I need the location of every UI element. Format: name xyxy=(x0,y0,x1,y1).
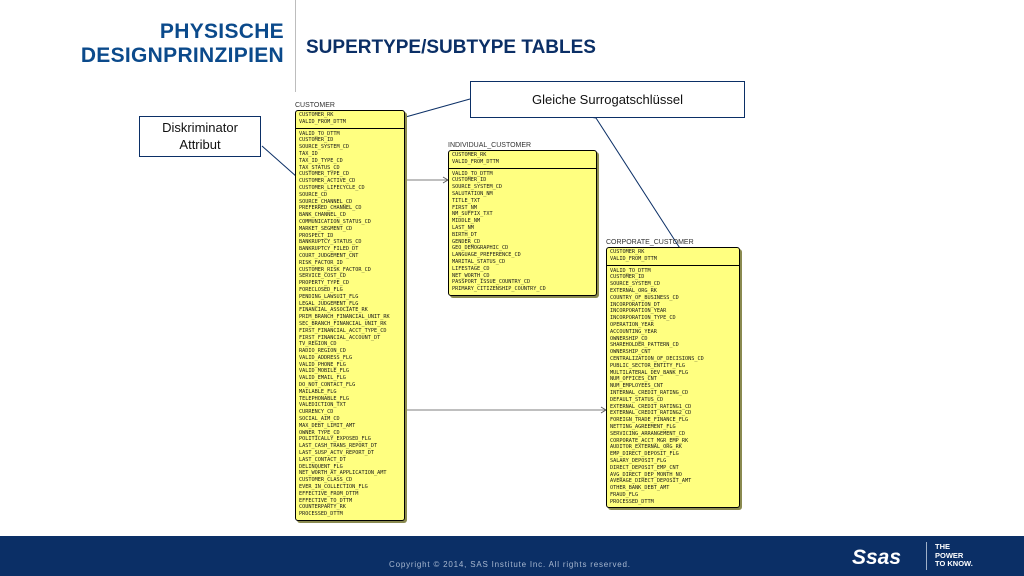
attribute-column: TAX_ID_TYPE_CD xyxy=(299,157,343,164)
attribute-column: SHAREHOLDER_PATTERN_CD xyxy=(610,342,679,349)
attribute-column: AUDITOR_EXTERNAL_ORG_RK xyxy=(610,444,682,451)
corporate-attribute-section xyxy=(607,266,739,508)
surrogate-pointer-corporate xyxy=(596,118,683,253)
logo-divider xyxy=(926,542,927,570)
copyright-text: Copyright © 2014, SAS Institute Inc. All rights reserved. xyxy=(389,560,631,569)
attribute-column: FIRST_FINANCIAL_ACCOUNT_DT xyxy=(299,334,381,341)
attribute-column: EXTERNAL_CREDIT_RATING1_CD xyxy=(610,403,692,410)
attribute-column: SOURCE_CD xyxy=(299,191,328,198)
attribute-column: DELINQUENT_FLG xyxy=(299,463,343,470)
attribute-column: EXTERNAL_ORG_RK xyxy=(610,287,657,294)
attribute-column: FIRST_FINANCIAL_ACCT_TYPE_CD xyxy=(299,327,387,334)
attribute-column: EFFECTIVE_TO_DTTM xyxy=(299,497,353,504)
attribute-column: ACCOUNTING_YEAR xyxy=(610,328,657,335)
attribute-column: COMMUNICATION_STATUS_CD xyxy=(299,218,371,225)
attribute-column: VALID_MOBILE_FLG xyxy=(299,368,349,375)
attribute-column: LAST_CASH_TRANS_REPORT_DT xyxy=(299,443,378,450)
attribute-column: PROPERTY_TYPE_CD xyxy=(299,280,349,287)
attribute-column: MULTILATERAL_DEV_BANK_FLG xyxy=(610,369,689,376)
tagline-line3: TO KNOW. xyxy=(935,559,973,568)
attribute-column: CUSTOMER_ACTIVE_CD xyxy=(299,178,356,185)
attribute-column: SALARY_DEPOSIT_FLG xyxy=(610,457,667,464)
surrogate-key-callout: Gleiche Surrogatschlüssel xyxy=(470,81,745,118)
attribute-column: PREFERRED_CHANNEL_CD xyxy=(299,205,362,212)
tagline-line2: POWER xyxy=(935,550,964,560)
pk-column: CUSTOMER_RK xyxy=(452,152,487,158)
customer-pk-section xyxy=(296,111,404,129)
customer-entity-name: CUSTOMER xyxy=(295,102,335,109)
surrogate-pointer-customer xyxy=(402,99,470,118)
attribute-column: MAILABLE_FLG xyxy=(299,388,337,395)
attribute-column: RADIO_REGION_CD xyxy=(299,348,346,355)
sas-logo: Ssas xyxy=(852,546,902,569)
attribute-column: BANK_CHANNEL_CD xyxy=(299,212,346,219)
pk-column: CUSTOMER_RK xyxy=(610,249,645,255)
attribute-column: BANKRUPTCY_STATUS_CD xyxy=(299,239,362,246)
customer-entity xyxy=(295,110,405,521)
discriminator-callout-line2: Attribut xyxy=(179,137,221,152)
attribute-column: DEFAULT_STATUS_CD xyxy=(610,396,664,403)
attribute-column: LEGAL_JUDGEMENT_FLG xyxy=(299,300,359,307)
attribute-column: CORPORATE_ACCT_MGR_EMP_RK xyxy=(610,437,689,444)
attribute-column: SOURCE_SYSTEM_CD xyxy=(299,144,349,151)
attribute-column: TAX_ID xyxy=(299,150,318,157)
attribute-column: VALID_ADDRESS_FLG xyxy=(299,354,353,361)
attribute-column: VALID_TO_DTTM xyxy=(610,267,651,274)
attribute-column: BIRTH_DT xyxy=(452,231,477,238)
attribute-column: PENDING_LAWSUIT_FLG xyxy=(299,293,359,300)
customer-attribute-section xyxy=(296,129,404,520)
attribute-column: BANKRUPTCY_FILED_DT xyxy=(299,246,359,253)
attribute-column: OTHER_BANK_DEBT_AMT xyxy=(610,485,670,492)
attribute-column: CURRENCY_CD xyxy=(299,409,334,416)
pk-column: VALID_FROM_DTTM xyxy=(610,255,657,262)
attribute-column: CUSTOMER_ID xyxy=(299,137,334,144)
attribute-column: DIRECT_DEPOSIT_EMP_CNT xyxy=(610,464,679,471)
attribute-column: SERVICING_ARRANGEMENT_CD xyxy=(610,430,685,437)
attribute-column: FINANCIAL_ASSOCIATE_RK xyxy=(299,307,368,314)
attribute-column: AVERAGE_DIRECT_DEPOSIT_AMT xyxy=(610,478,692,485)
attribute-column: SALUTATION_NM xyxy=(452,190,493,197)
attribute-column: EVER_IN_COLLECTION_FLG xyxy=(299,484,368,491)
attribute-column: LIFESTAGE_CD xyxy=(452,265,490,272)
attribute-column: OPERATION_YEAR xyxy=(610,321,654,328)
attribute-column: AVG_DIRECT_DEP_MONTH_NO xyxy=(610,471,682,478)
attribute-column: OWNER_TYPE_CD xyxy=(299,429,340,436)
attribute-column: FOREIGN_TRADE_FINANCE_FLG xyxy=(610,417,689,424)
attribute-column: TV_REGION_CD xyxy=(299,341,337,348)
attribute-column: CENTRALIZATION_OF_DECISIONS_CD xyxy=(610,355,704,362)
attribute-column: PROSPECT_ID xyxy=(299,232,334,239)
attribute-column: CUSTOMER_ID xyxy=(452,177,487,184)
attribute-column: NET_WORTH_CD xyxy=(452,272,490,279)
attribute-column: TITLE_TXT xyxy=(452,197,481,204)
pk-column: VALID_FROM_DTTM xyxy=(452,158,499,165)
attribute-column: SOURCE_SYSTEM_CD xyxy=(452,184,502,191)
attribute-column: OWNERSHIP_CNT xyxy=(610,349,651,356)
slide-title-line1: PHYSISCHE xyxy=(159,20,284,43)
attribute-column: COUNTRY_OF_BUSINESS_CD xyxy=(610,294,679,301)
attribute-column: SOCIAL_AIM_CD xyxy=(299,416,340,423)
attribute-column: CUSTOMER_LIFECYCLE_CD xyxy=(299,184,365,191)
attribute-column: NM_SUFFIX_TXT xyxy=(452,211,493,218)
corporate-customer-entity xyxy=(606,247,740,508)
attribute-column: LAST_NM xyxy=(452,224,474,231)
individual-pk-section xyxy=(449,151,596,169)
attribute-column: TAX_STATUS_CD xyxy=(299,164,340,171)
attribute-column: VALID_TO_DTTM xyxy=(452,170,493,177)
attribute-column: DO_NOT_CONTACT_FLG xyxy=(299,382,356,389)
discriminator-pointer xyxy=(262,146,297,177)
attribute-column: VALID_EMAIL_FLG xyxy=(299,375,346,382)
attribute-column: NUM_OFFICES_CNT xyxy=(610,376,657,383)
slide-subtitle: SUPERTYPE/SUBTYPE TABLES xyxy=(306,37,596,58)
tagline xyxy=(935,543,973,569)
individual-entity-name: INDIVIDUAL_CUSTOMER xyxy=(448,142,532,149)
attribute-column: VALID_TO_DTTM xyxy=(299,130,340,137)
attribute-column: FORECLOSED_FLG xyxy=(299,286,343,293)
attribute-column: LAST_SUSP_ACTV_REPORT_DT xyxy=(299,450,374,457)
attribute-column: MIDDLE_NM xyxy=(452,218,481,225)
attribute-column: NETTING_AGREEMENT_FLG xyxy=(610,423,676,430)
attribute-column: PROCESSED_DTTM xyxy=(299,511,343,518)
corporate-entity-name: CORPORATE_CUSTOMER xyxy=(606,239,694,246)
attribute-column: OWNERSHIP_CD xyxy=(610,335,648,342)
attribute-column: LAST_CONTACT_DT xyxy=(299,456,346,463)
attribute-column: PROCESSED_DTTM xyxy=(610,498,654,505)
attribute-column: CUSTOMER_TYPE_CD xyxy=(299,171,349,178)
attribute-column: NET_WORTH_AT_APPLICATION_AMT xyxy=(299,470,387,477)
attribute-column: POLITICALLY_EXPOSED_FLG xyxy=(299,436,371,443)
discriminator-callout xyxy=(139,116,261,157)
attribute-column: MAX_DEBT_LIMIT_AMT xyxy=(299,422,356,429)
attribute-column: CUSTOMER_ID xyxy=(610,274,645,281)
attribute-column: RISK_FACTOR_ID xyxy=(299,259,343,266)
attribute-column: LANGUAGE_PREFERENCE_CD xyxy=(452,252,521,259)
attribute-column: CUSTOMER_CLASS_CD xyxy=(299,477,353,484)
attribute-column: COURT_JUDGEMENT_CNT xyxy=(299,252,359,259)
attribute-column: GEO_DEMOGRAPHIC_CD xyxy=(452,245,509,252)
attribute-column: NUM_EMPLOYEES_CNT xyxy=(610,383,664,390)
individual-attribute-section xyxy=(449,169,596,295)
attribute-column: MARKET_SEGMENT_CD xyxy=(299,225,353,232)
attribute-column: MARITAL_STATUS_CD xyxy=(452,258,506,265)
attribute-column: CUSTOMER_RISK_FACTOR_CD xyxy=(299,266,371,273)
pk-column: VALID_FROM_DTTM xyxy=(299,118,346,125)
attribute-column: EXTERNAL_CREDIT_RATING2_CD xyxy=(610,410,692,417)
corporate-pk-section xyxy=(607,248,739,266)
attribute-column: PUBLIC_SECTOR_ENTITY_FLG xyxy=(610,362,685,369)
attribute-column: VALID_PHONE_FLG xyxy=(299,361,346,368)
slide-title-line2: DESIGNPRINZIPIEN xyxy=(80,44,284,67)
attribute-column: EMP_DIRECT_DEPOSIT_FLG xyxy=(610,451,679,458)
attribute-column: TELEPHONABLE_FLG xyxy=(299,395,349,402)
attribute-column: PASSPORT_ISSUE_COUNTRY_CD xyxy=(452,279,531,286)
discriminator-callout-line1: Diskriminator xyxy=(162,120,238,135)
attribute-column: SEC_BRANCH_FINANCIAL_UNIT_RK xyxy=(299,320,387,327)
attribute-column: INTERNAL_CREDIT_RATING_CD xyxy=(610,389,689,396)
attribute-column: VALEDICTION_TXT xyxy=(299,402,346,409)
attribute-column: EFFECTIVE_FROM_DTTM xyxy=(299,490,359,497)
attribute-column: INCORPORATION_TYPE_CD xyxy=(610,315,676,322)
attribute-column: INCORPORATION_DT xyxy=(610,301,660,308)
pk-column: CUSTOMER_RK xyxy=(299,112,334,118)
attribute-column: SOURCE_SYSTEM_CD xyxy=(610,281,660,288)
tagline-line1: THE xyxy=(935,542,950,551)
attribute-column: SOURCE_CHANNEL_CD xyxy=(299,198,353,205)
attribute-column: FRAUD_FLG xyxy=(610,491,639,498)
attribute-column: PRIMARY_CITIZENSHIP_COUNTRY_CD xyxy=(452,286,546,293)
individual-customer-entity xyxy=(448,150,597,296)
footer-bar xyxy=(0,536,1024,576)
attribute-column: COUNTERPARTY_RK xyxy=(299,504,346,511)
attribute-column: INCORPORATION_YEAR xyxy=(610,308,667,315)
attribute-column: SERVICE_COST_CD xyxy=(299,273,346,280)
attribute-column: PRIM_BRANCH_FINANCIAL_UNIT_RK xyxy=(299,314,390,321)
attribute-column: FIRST_NM xyxy=(452,204,477,211)
attribute-column: GENDER_CD xyxy=(452,238,481,245)
